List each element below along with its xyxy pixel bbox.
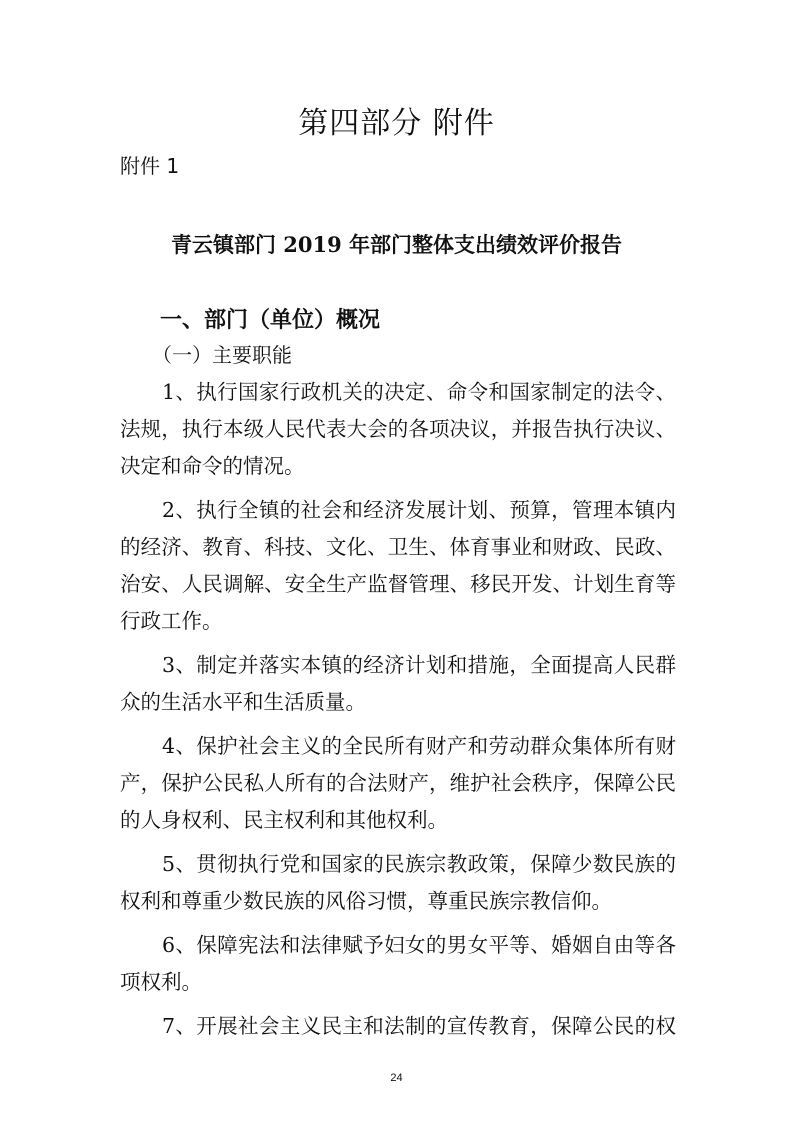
part-title: 第四部分 附件 — [298, 106, 495, 141]
paragraph-line: 治安、人民调解、安全生产监督管理、移民开发、计划生育等 — [120, 572, 676, 596]
page-number: 24 — [390, 1072, 403, 1084]
paragraph-line: 决定和命令的情况。 — [120, 454, 305, 478]
paragraph-line: 4、保护社会主义的全民所有财产和劳动群众集体所有财 — [162, 734, 676, 758]
paragraph-line: 的人身权利、民主权利和其他权利。 — [120, 808, 448, 832]
paragraph — [120, 1008, 676, 1045]
paragraph-line: 6、保障宪法和法律赋予妇女的男女平等、婚姻自由等各 — [162, 933, 676, 957]
sub-heading: （一）主要职能 — [152, 343, 292, 367]
paragraph-line: 产，保护公民私人所有的合法财产，维护社会秩序，保障公民 — [120, 771, 676, 795]
paragraph-line: 的经济、教育、科技、文化、卫生、体育事业和财政、民政、 — [120, 535, 676, 559]
paragraph — [120, 927, 676, 1001]
paragraph — [120, 374, 676, 485]
paragraph-line: 法规，执行本级人民代表大会的各项决议，并报告执行决议、 — [120, 417, 676, 441]
paragraph-line: 项权利。 — [120, 970, 202, 994]
paragraph-line: 行政工作。 — [120, 609, 223, 633]
paragraph-line: 1、执行国家行政机关的决定、命令和国家制定的法令、 — [162, 380, 676, 404]
document-body — [120, 374, 676, 1052]
paragraph-line: 5、贯彻执行党和国家的民族宗教政策，保障少数民族的 — [162, 852, 676, 876]
paragraph — [120, 492, 676, 640]
paragraph-line: 7、开展社会主义民主和法制的宣传教育，保障公民的权 — [162, 1014, 676, 1038]
paragraph-line: 3、制定并落实本镇的经济计划和措施，全面提高人民群 — [162, 653, 676, 677]
section-heading: 一、部门（单位）概况 — [160, 307, 381, 333]
paragraph — [120, 846, 676, 920]
paragraph — [120, 728, 676, 839]
paragraph-line: 权利和尊重少数民族的风俗习惯，尊重民族宗教信仰。 — [120, 889, 612, 913]
paragraph-line: 众的生活水平和生活质量。 — [120, 690, 366, 714]
paragraph — [120, 647, 676, 721]
annex-label: 附件 1 — [120, 154, 180, 178]
paragraph-line: 2、执行全镇的社会和经济发展计划、预算，管理本镇内 — [162, 498, 676, 522]
report-title: 青云镇部门 2019 年部门整体支出绩效评价报告 — [170, 232, 623, 257]
